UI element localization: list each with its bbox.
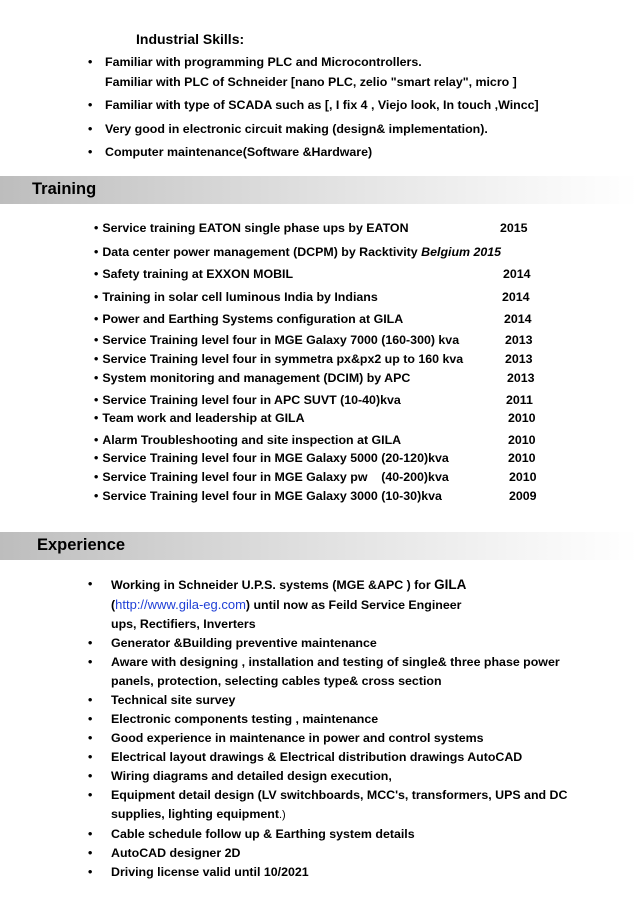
bullet-icon: •	[94, 393, 99, 407]
list-item: • Service Training level four in MGE Galaxy 7000 (160-300) kva 2013	[94, 333, 533, 347]
bullet-icon: •	[88, 55, 93, 69]
list-item: • Team work and leadership at GILA 2010	[94, 411, 536, 425]
company-website-link[interactable]: http://www.gila-eg.com	[115, 597, 246, 612]
skills-heading: Industrial Skills:	[136, 31, 245, 47]
bullet-icon: •	[88, 712, 93, 726]
list-item: • Working in Schneider U.P.S. systems (MGE &APC ) for GILA (http://www.gila-eg.com) until now as Feild Service Engineer ups, Rectifiers, Inverters	[88, 577, 467, 631]
training-year: 2009	[509, 489, 537, 503]
training-year: 2010	[508, 411, 536, 425]
company-name: GILA	[434, 577, 467, 592]
experience-list	[88, 575, 588, 882]
list-item: • Generator &Building preventive maintenance	[88, 634, 588, 653]
list-item: • Service training EATON single phase ups by EATON 2015	[94, 221, 528, 235]
bullet-icon: •	[88, 98, 93, 112]
training-year: 2010	[508, 451, 536, 465]
bullet-icon: •	[94, 451, 99, 465]
training-section-header	[0, 176, 638, 204]
list-item: • Data center power management (DCPM) by Racktivity Belgium 2015	[94, 245, 502, 259]
bullet-icon: •	[88, 577, 93, 591]
list-item: • Service Training level four in MGE Galaxy pw (40-200)kva 2010	[94, 470, 537, 484]
bullet-icon: •	[88, 636, 93, 650]
list-item: • Driving license valid until 10/2021	[88, 863, 588, 882]
bullet-icon: •	[94, 411, 99, 425]
list-item: • Service Training level four in APC SUVT (10-40)kva 2011	[94, 393, 533, 407]
bullet-icon: •	[88, 750, 93, 764]
list-item: • Service Training level four in symmetra px&px2 up to 160 kva 2013	[94, 352, 533, 366]
training-year: 2013	[507, 371, 535, 385]
list-item: • Training in solar cell luminous India by Indians 2014	[94, 290, 530, 304]
list-item: • Equipment detail design (LV switchboards, MCC's, transformers, UPS and DC supplies, lighting equipment.)	[88, 788, 568, 821]
list-item: • Aware with designing , installation and testing of single& three phase power panels, protection, selecting cables type& cross section	[88, 655, 560, 688]
bullet-icon: •	[94, 489, 99, 503]
bullet-icon: •	[94, 470, 99, 484]
bullet-icon: •	[88, 145, 93, 159]
list-item: • Electronic components testing , maintenance	[88, 710, 588, 729]
training-year: 2010	[508, 433, 536, 447]
bullet-icon: •	[88, 655, 93, 669]
list-item: • Alarm Troubleshooting and site inspection at GILA 2010	[94, 433, 536, 447]
bullet-icon: •	[88, 827, 93, 841]
experience-section-header	[0, 532, 638, 560]
list-item: • Service Training level four in MGE Galaxy 3000 (10-30)kva 2009	[94, 489, 537, 503]
list-item: • Service Training level four in MGE Galaxy 5000 (20-120)kva 2010	[94, 451, 536, 465]
bullet-icon: •	[94, 371, 99, 385]
training-year: 2014	[503, 267, 531, 281]
list-item: • Power and Earthing Systems configuration at GILA 2014	[94, 312, 532, 326]
list-item: • Cable schedule follow up & Earthing system details	[88, 825, 588, 844]
training-year: 2013	[505, 333, 533, 347]
bullet-icon: •	[94, 433, 99, 447]
list-item: • Familiar with type of SCADA such as [, I fix 4 , Viejo look, In touch ,Wincc]	[88, 96, 608, 116]
list-item: • System monitoring and management (DCIM) by APC 2013	[94, 371, 535, 385]
list-item: • Wiring diagrams and detailed design execution,	[88, 767, 588, 786]
bullet-icon: •	[88, 121, 93, 136]
training-year: 2013	[505, 352, 533, 366]
bullet-icon: •	[88, 846, 93, 860]
bullet-icon: •	[94, 312, 99, 326]
training-year: 2010	[509, 470, 537, 484]
bullet-icon: •	[94, 333, 99, 347]
bullet-icon: •	[88, 731, 93, 745]
bullet-icon: •	[88, 788, 93, 802]
bullet-icon: •	[94, 290, 99, 304]
bullet-icon: •	[94, 352, 99, 366]
bullet-icon: •	[94, 267, 99, 281]
bullet-icon: •	[88, 865, 93, 879]
list-item: • Familiar with programming PLC and Microcontrollers. Familiar with PLC of Schneider [nano PLC, zelio "smart relay", micro ]	[88, 55, 517, 89]
bullet-icon: •	[88, 769, 93, 783]
list-item: • Computer maintenance(Software &Hardware)	[88, 143, 608, 163]
list-item: • Technical site survey	[88, 691, 588, 710]
training-year: 2014	[504, 312, 532, 326]
training-heading: Training	[32, 180, 97, 198]
bullet-icon: •	[94, 221, 99, 235]
list-item: • Electrical layout drawings & Electrical distribution drawings AutoCAD	[88, 748, 588, 767]
bullet-icon: •	[94, 245, 99, 259]
training-year: 2014	[502, 290, 530, 304]
training-year: 2011	[506, 393, 533, 407]
list-item: • Good experience in maintenance in power and control systems	[88, 729, 588, 748]
training-year: 2015	[500, 221, 528, 235]
skills-list	[88, 53, 608, 167]
list-item: • Safety training at EXXON MOBIL 2014	[94, 267, 531, 281]
experience-heading: Experience	[37, 536, 126, 554]
list-item: • Very good in electronic circuit making (design& implementation).	[88, 120, 608, 140]
list-item: • AutoCAD designer 2D	[88, 844, 588, 863]
bullet-icon: •	[88, 693, 93, 707]
